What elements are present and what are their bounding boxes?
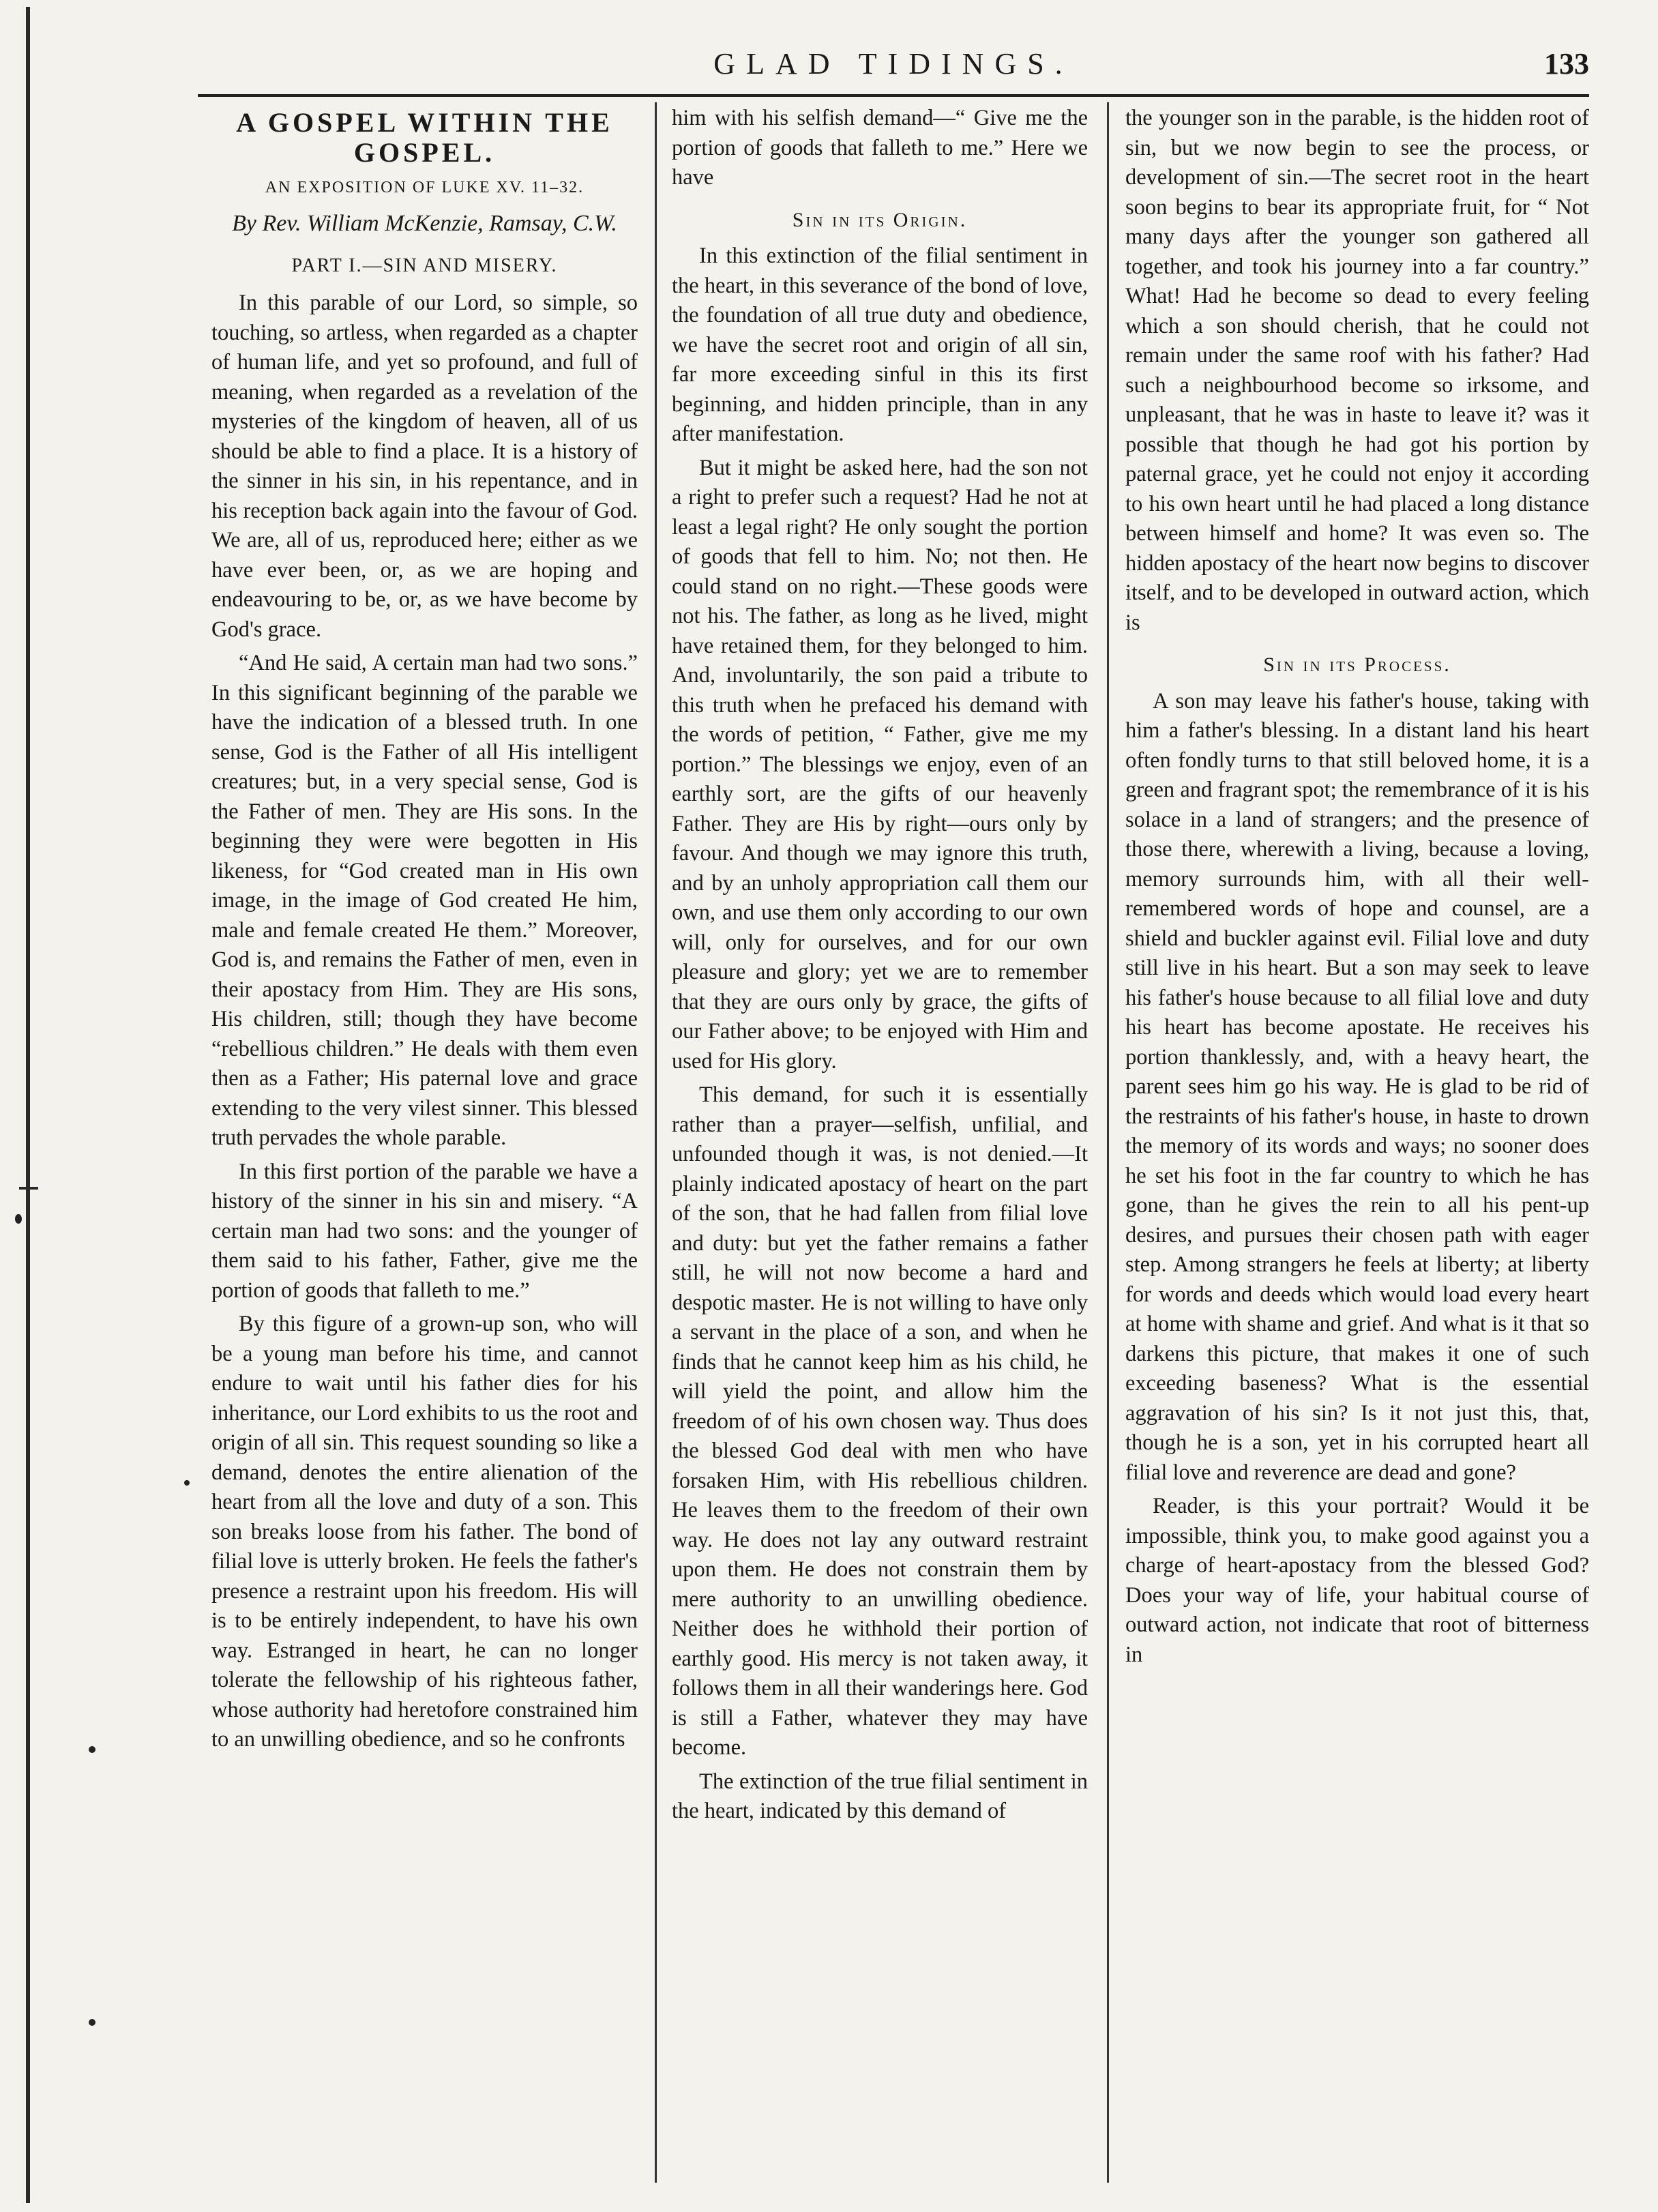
column-3 xyxy=(1125,104,1589,2177)
article-exposition-line: AN EXPOSITION OF LUKE XV. 11–32. xyxy=(265,179,584,196)
binding-tick-mark xyxy=(19,1187,38,1190)
paragraph: him with his selfish demand—“ Give me the portion of goods that falleth to me.” Here we have xyxy=(672,106,1088,190)
column-1 xyxy=(211,104,638,2177)
section-heading-process: Sin in its Process. xyxy=(1263,653,1451,676)
paragraph: In this extinction of the filial sentiment in the heart, in this severance of the bond of love, the foundation of all true duty and obedience, we have the secret root and origin of all sin, far more exceeding sinful in this its first beginning, and hidden principle, than in any after manifestation. xyxy=(672,244,1088,446)
paragraph: A son may leave his father's house, taking with him a father's blessing. In a distant land his heart often fondly turns to that still beloved home, it is a green and fragrant spot; the remembrance of it is his solace in a land of strangers; and the presence of those there, wherewith a living, because a loving, memory surrounds him, with all their well-remembered words of hope and counsel, are a shield and buckler against evil. Filial love and duty still live in his heart. But a son may seek to leave his father's house because to all filial love and duty his heart has become apostate. He receives his portion thanklessly, and, with a heavy heart, the parent sees him go his way. He is glad to be rid of the restraints of his father's house, in haste to drown the memory of its words and ways; no sooner does he set his foot in the far country to which he has gone, than he gives the rein to all his pent-up desires, and pursues their chosen path with eager step. Among strangers he feels at liberty; at liberty for words and deeds which would load every heart at home with shame and grief. And what is it that so darkens this picture, that makes it one of such exceeding baseness? What is the essential aggravation of his sin? Is it not just this, that, though he is a son, yet in his corrupted heart all filial love and reverence are dead and gone? xyxy=(1125,688,1589,1485)
article-title: A GOSPEL WITHIN THE GOSPEL. xyxy=(236,107,613,168)
section-heading-origin: Sin in its Origin. xyxy=(792,208,968,231)
column-divider-2 xyxy=(1107,102,1109,2183)
paragraph: “And He said, A certain man had two sons.” In this significant beginning of the parable we have the indication of a blessed truth. In one sense, God is the Father of all His intelligent creatures; but, in a very special sense, God is the Father of men. They are His sons. In the beginning they were were begotten in His likeness, for “God created man in His own image, in the image of God created He him, male and female created He them.” Moreover, God is, and remains the Father of men, even in their apostacy from Him. They are His sons, His children, still; though they have become “rebellious children.” He deals with them even then as a Father; His paternal love and grace extending to the very vilest sinner. This blessed truth pervades the whole parable. xyxy=(211,651,638,1150)
paragraph: the younger son in the parable, is the hidden root of sin, but we now begin to see the process, or development of sin.—The secret root in the heart soon begins to bear its appropriate fruit, for “ Not many days after the younger son gathered all together, and took his journey into a far country.” What! Had he become so dead to every feeling which a son should cherish, that he could not remain under the same roof with his father? Had such a neighbourhood become so irksome, and unpleasant, that he was in haste to leave it? was it possible that though he had got his portion by paternal grace, yet he could not enjoy it according to his own heart until he had placed a long distance between himself and home? It was even so. The hidden apostacy of the heart now begins to discover itself, and to be developed in outward action, which is xyxy=(1125,106,1589,635)
paragraph: In this first portion of the parable we have a history of the sinner in his sin and misery. “A certain man had two sons: and the younger of them said to his father, Father, give me the portion of goods that falleth to me.” xyxy=(211,1159,638,1303)
running-title: GLAD TIDINGS. xyxy=(713,47,1074,80)
page-number: 133 xyxy=(1544,47,1589,80)
ink-speck xyxy=(89,2019,95,2026)
header-rule xyxy=(198,94,1589,97)
column-divider-1 xyxy=(655,102,657,2183)
binding-spine-line xyxy=(26,7,30,2203)
paragraph: But it might be asked here, had the son not a right to prefer such a request? Had he not at least a legal right? He only sought the portion of goods that fell to him. No; not then. He could stand on no right.—These goods were not his. The father, as long as he lived, might have retained them, for they belonged to him. And, involuntarily, the son paid a tribute to this truth when he prefaced his demand with the words of petition, “ Father, give me my portion.” The blessings we enjoy, even of an earthly sort, are the gifts of our heavenly Father. They are His by right—ours only by favour. And though we may ignore this truth, and by an unholy appropriation call them our own, and use them only according to our own will, only for ourselves, and for our own pleasure and glory; yet we are to remember that they are ours only by grace, the gifts of our Father above; to be enjoyed with Him and used for His glory. xyxy=(672,455,1088,1074)
article-byline: By Rev. William McKenzie, Ramsay, C.W. xyxy=(232,211,617,236)
paragraph: The extinction of the true filial sentiment in the heart, indicated by this demand of xyxy=(672,1769,1088,1823)
part-heading: PART I.—SIN AND MISERY. xyxy=(291,254,558,276)
paragraph: This demand, for such it is essentially rather than a prayer—selfish, unfilial, and unfounded though it was, is not denied.—It plainly indicated apostacy of heart on the part of the son, that he had fallen from filial love and duty: but yet the father remains a father still, he will not now become a hard and despotic master. He is not willing to have only a servant in the place of a son, and when he finds that he cannot keep him as his child, he will yield the point, and allow him the freedom of of his own chosen way. Thus does the blessed God deal with men who have forsaken Him, with His rebellious children. He leaves them to the freedom of their own way. He does not lay any outward restraint upon them. He does not constrain them by mere authority to an unwilling obedience. Neither does he withhold their portion of earthly good. His mercy is not taken away, it follows them in all their wanderings here. God is still a Father, whatever they may have become. xyxy=(672,1082,1088,1760)
page-header xyxy=(198,41,1589,89)
paragraph: In this parable of our Lord, so simple, so touching, so artless, when regarded as a chapter of human life, and yet so profound, and full of meaning, when regarded as a revelation of the mysteries of the kingdom of heaven, all of us should be able to find a place. It is a history of the sinner in his sin, in his repentance, and in his reception back again into the favour of God. We are, all of us, reproduced here; either as we have ever been, or, as we are hoping and endeavouring to be, or, as we have become by God's grace. xyxy=(211,291,638,642)
paragraph: Reader, is this your portrait? Would it be impossible, think you, to make good against you a charge of heart-apostacy from the blessed God? Does your way of life, your habitual course of outward action, not indicate that root of bitterness in xyxy=(1125,1494,1589,1667)
column-2 xyxy=(672,104,1088,2177)
paragraph: By this figure of a grown-up son, who will be a young man before his time, and cannot endure to wait until his father dies for his inheritance, our Lord exhibits to us the root and origin of all sin. This request sounding so like a demand, denotes the entire alienation of the heart from all the love and duty of a son. This son breaks loose from his father. The bond of filial love is utterly broken. He feels the father's presence a restraint upon his freedom. His will is to be entirely independent, to have his own way. Estranged in heart, he can no longer tolerate the fellowship of his righteous father, whose authority had heretofore constrained him to an unwilling obedience, and so he confronts xyxy=(211,1312,638,1752)
ink-speck xyxy=(184,1480,190,1486)
ink-speck xyxy=(15,1214,22,1224)
ink-speck xyxy=(89,1746,95,1753)
